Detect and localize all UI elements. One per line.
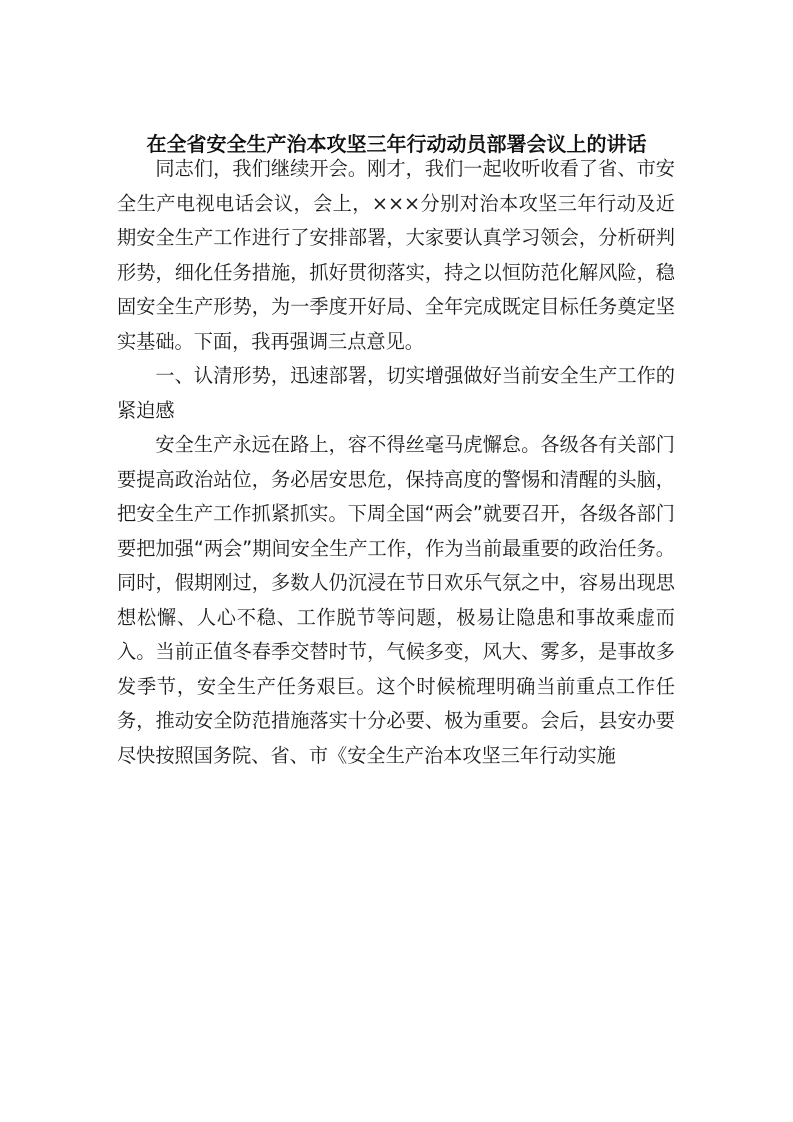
- section-heading-1: 一、认清形势，迅速部署，切实增强做好当前安全生产工作的紧迫感: [117, 364, 675, 422]
- paragraph-opening: 同志们，我们继续开会。刚才，我们一起收听收看了省、市安全生产电视电话会议，会上，×××分别对治本攻坚三年行动及近期安全生产工作进行了安排部署，大家要认真学习领会，分析研判形势，细化任务措施，抓好贯彻落实，持之以恒防范化解风险，稳固安全生产形势，为一季度开好局、全年完成既定目标任务奠定坚实基础。下面，我再强调三点意见。: [117, 157, 675, 353]
- document-title: 在全省安全生产治本攻坚三年行动动员部署会议上的讲话: [146, 132, 647, 156]
- document-body: [117, 152, 675, 773]
- paragraph-section-1: 安全生产永远在路上，容不得丝毫马虎懈怠。各级各有关部门要提高政治站位，务必居安思危，保持高度的警惕和清醒的头脑，把安全生产工作抓紧抓实。下周全国“两会”就要召开，各级各部门要把加强“两会”期间安全生产工作，作为当前最重要的政治任务。同时，假期刚过，多数人仍沉浸在节日欢乐气氛之中，容易出现思想松懈、人心不稳、工作脱节等问题，极易让隐患和事故乘虚而入。当前正值冬春季交替时节，气候多变，风大、雾多，是事故多发季节，安全生产任务艰巨。这个时候梳理明确当前重点工作任务，推动安全防范措施落实十分必要、极为重要。会后，县安办要尽快按照国务院、省、市《安全生产治本攻坚三年行动实施: [117, 433, 675, 767]
